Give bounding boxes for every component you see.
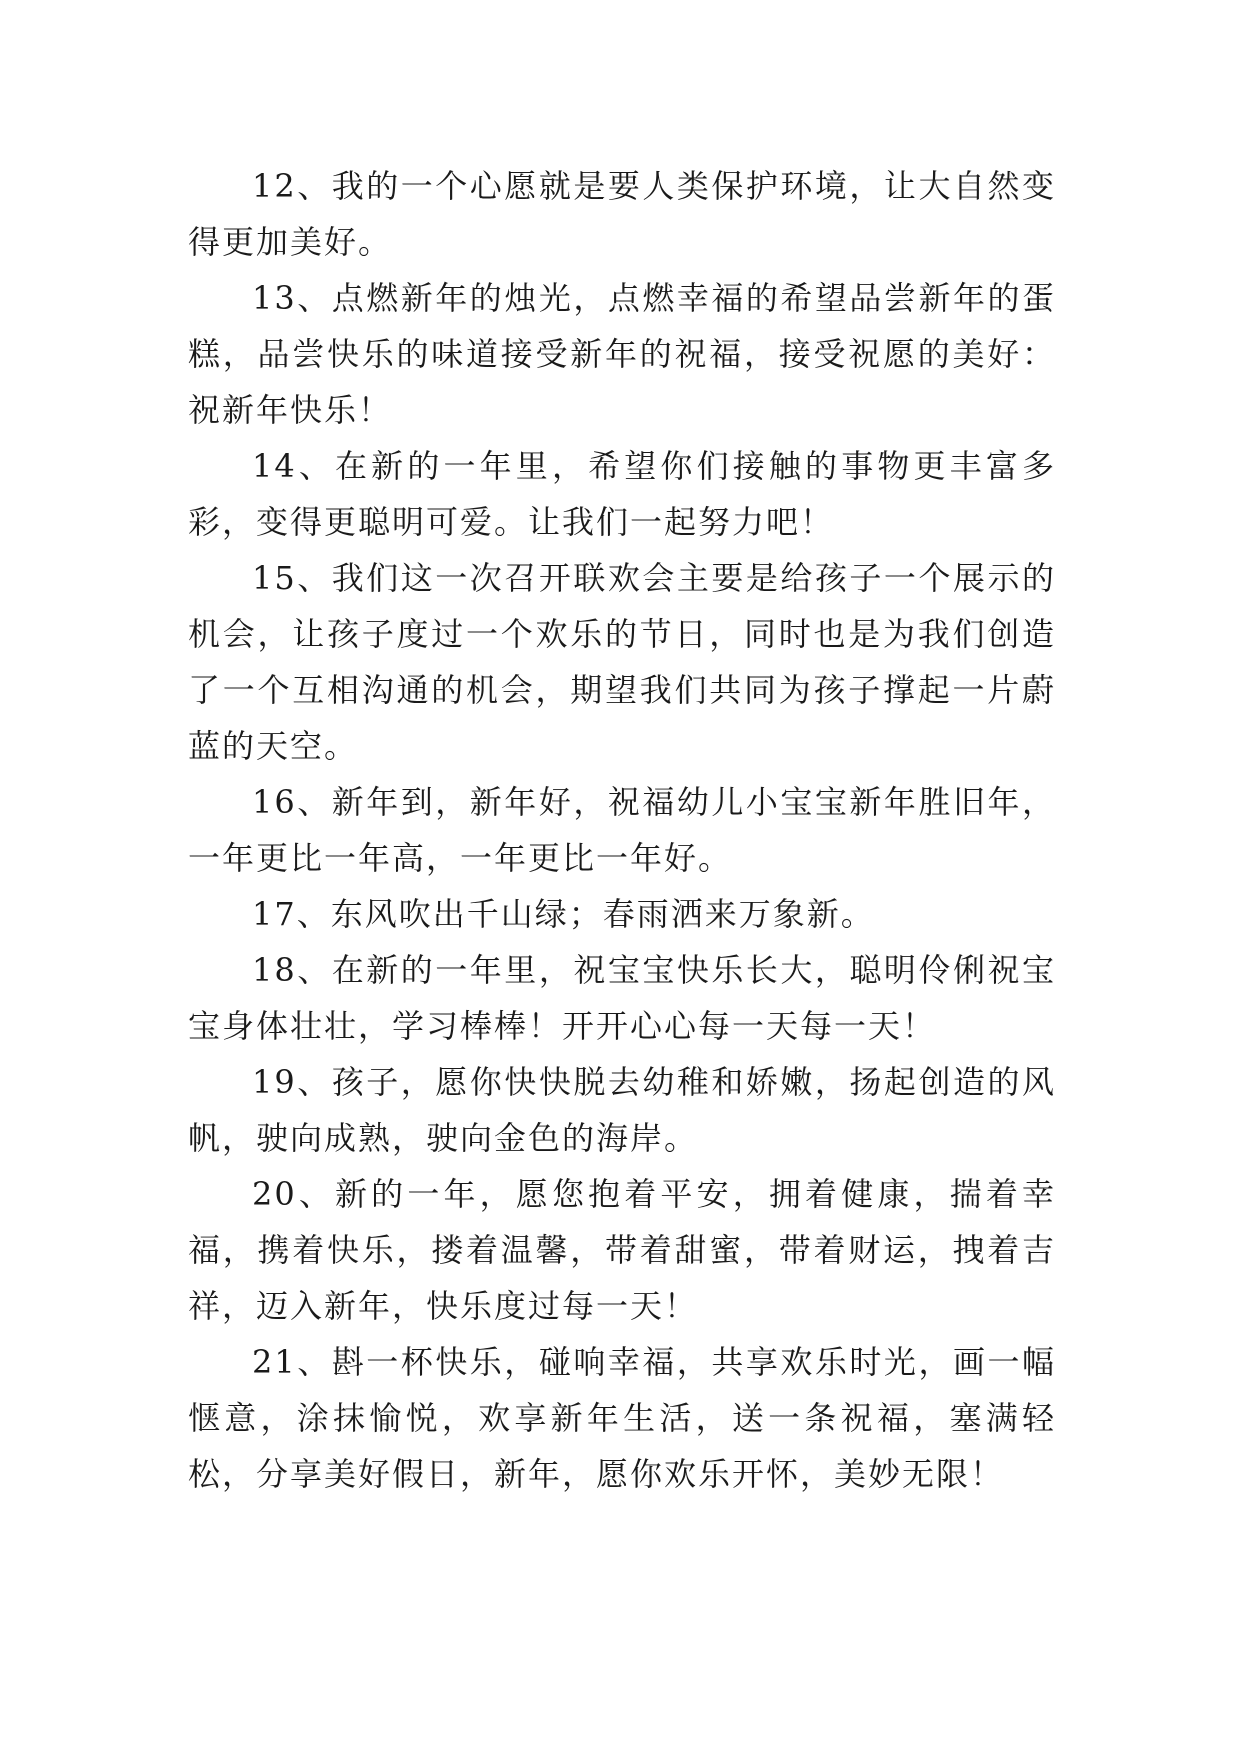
paragraph-19: 19、孩子，愿你快快脱去幼稚和娇嫩，扬起创造的风帆，驶向成熟，驶向金色的海岸。 [188,1063,1056,1157]
paragraph-15: 15、我们这一次召开联欢会主要是给孩子一个展示的机会，让孩子度过一个欢乐的节日，同时也是为我们创造了一个互相沟通的机会，期望我们共同为孩子撑起一片蔚蓝的天空。 [188,559,1056,765]
paragraph-17: 17、东风吹出千山绿；春雨洒来万象新。 [252,895,875,933]
paragraph-18: 18、在新的一年里，祝宝宝快乐长大，聪明伶俐祝宝宝身体壮壮，学习棒棒！开开心心每一天每一天！ [188,951,1056,1045]
paragraph-14: 14、在新的一年里，希望你们接触的事物更丰富多彩，变得更聪明可爱。让我们一起努力吧！ [188,447,1056,541]
paragraph-12: 12、我的一个心愿就是要人类保护环境，让大自然变得更加美好。 [188,167,1056,261]
paragraph-20: 20、新的一年，愿您抱着平安，拥着健康，揣着幸福，携着快乐，搂着温馨，带着甜蜜，带着财运，拽着吉祥，迈入新年，快乐度过每一天！ [188,1175,1056,1325]
document-body [188,158,1056,1502]
paragraph-21: 21、斟一杯快乐，碰响幸福，共享欢乐时光，画一幅惬意，涂抹愉悦，欢享新年生活，送一条祝福，塞满轻松，分享美好假日，新年，愿你欢乐开怀，美妙无限！ [188,1343,1056,1493]
paragraph-13: 13、点燃新年的烛光，点燃幸福的希望品尝新年的蛋糕，品尝快乐的味道接受新年的祝福，接受祝愿的美好：祝新年快乐！ [188,279,1056,429]
paragraph-16: 16、新年到，新年好，祝福幼儿小宝宝新年胜旧年，一年更比一年高，一年更比一年好。 [188,783,1056,877]
